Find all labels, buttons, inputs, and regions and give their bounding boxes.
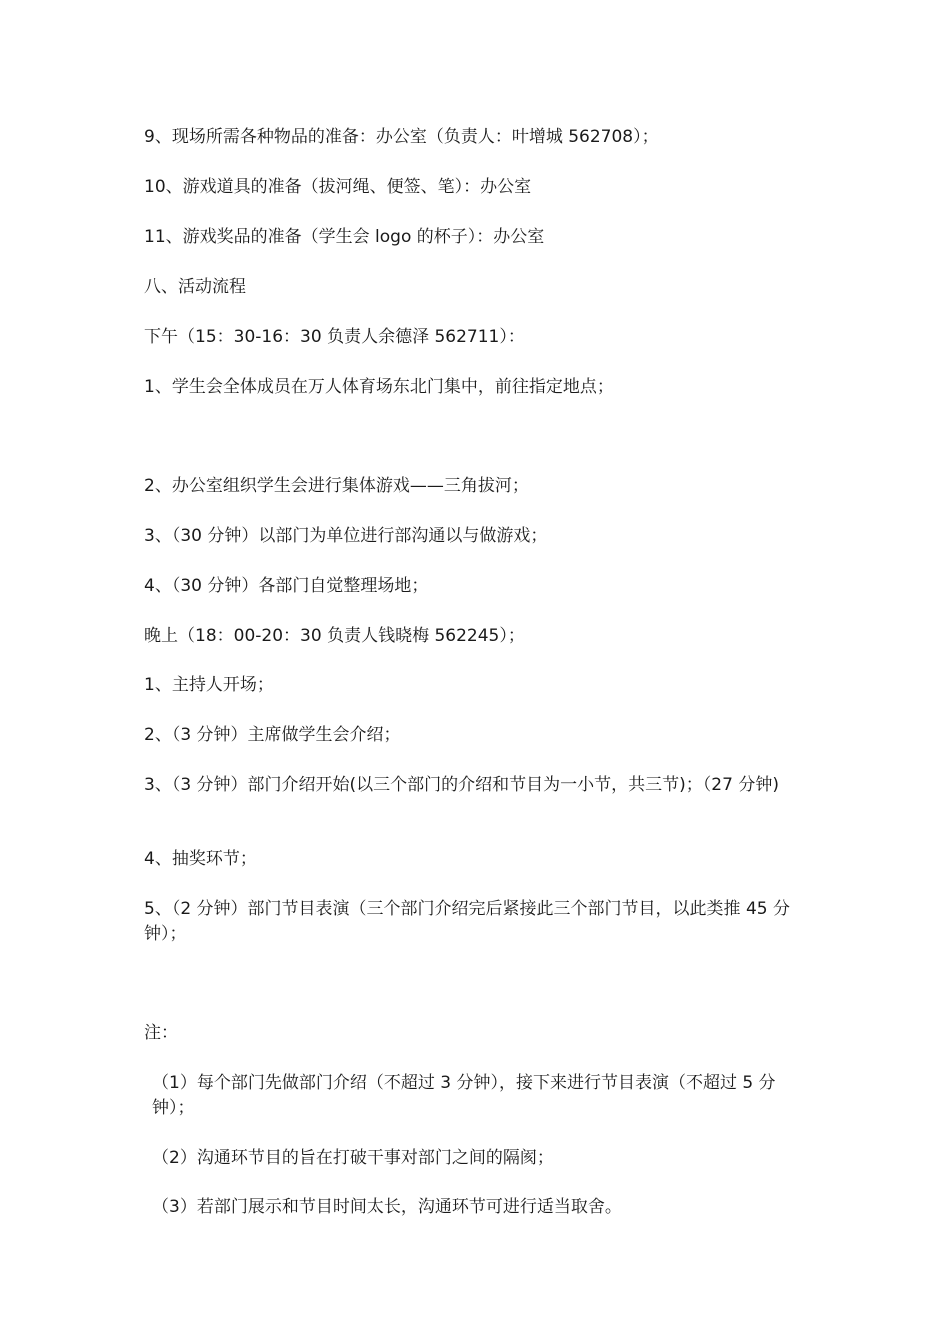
evening-step-4: 4、抽奖环节； bbox=[144, 849, 257, 869]
section-heading-activity-flow: 八、活动流程 bbox=[144, 277, 246, 297]
note-1: （1）每个部门先做部门介绍（不超过 3 分钟），接下来进行节目表演（不超过 5 分钟）； bbox=[152, 1073, 776, 1118]
afternoon-schedule-heading: 下午（15：30-16：30 负责人余德泽 562711）： bbox=[144, 327, 525, 347]
notes-heading: 注： bbox=[144, 1023, 178, 1043]
afternoon-step-2: 2、办公室组织学生会进行集体游戏——三角拔河； bbox=[144, 476, 529, 496]
afternoon-step-3: 3、（30 分钟）以部门为单位进行部沟通以与做游戏； bbox=[144, 526, 548, 546]
evening-schedule-heading: 晚上（18：00-20：30 负责人钱晓梅 562245）； bbox=[144, 626, 525, 646]
evening-step-3: 3、（3 分钟）部门介绍开始(以三个部门的介绍和节目为一小节，共三节)；（27 分钟) bbox=[144, 775, 779, 795]
item-10-game-props: 10、游戏道具的准备（拔河绳、便签、笔）：办公室 bbox=[144, 177, 532, 197]
afternoon-step-1: 1、学生会全体成员在万人体育场东北门集中，前往指定地点； bbox=[144, 377, 614, 397]
afternoon-step-4: 4、（30 分钟）各部门自觉整理场地； bbox=[144, 576, 429, 596]
evening-step-2: 2、（3 分钟）主席做学生会介绍； bbox=[144, 725, 401, 745]
item-9-supplies: 9、现场所需各种物品的准备：办公室（负责人：叶增城 562708）； bbox=[144, 127, 659, 147]
item-11-game-prizes: 11、游戏奖品的准备（学生会 logo 的杯子）：办公室 bbox=[144, 227, 545, 247]
evening-step-1: 1、主持人开场； bbox=[144, 675, 274, 695]
evening-step-5: 5、（2 分钟）部门节目表演（三个部门介绍完后紧接此三个部门节目，以此类推 45 分钟）； bbox=[144, 899, 790, 944]
note-3: （3）若部门展示和节目时间太长，沟通环节可进行适当取舍。 bbox=[152, 1197, 622, 1217]
note-2: （2）沟通环节目的旨在打破干事对部门之间的隔阂； bbox=[152, 1148, 554, 1168]
